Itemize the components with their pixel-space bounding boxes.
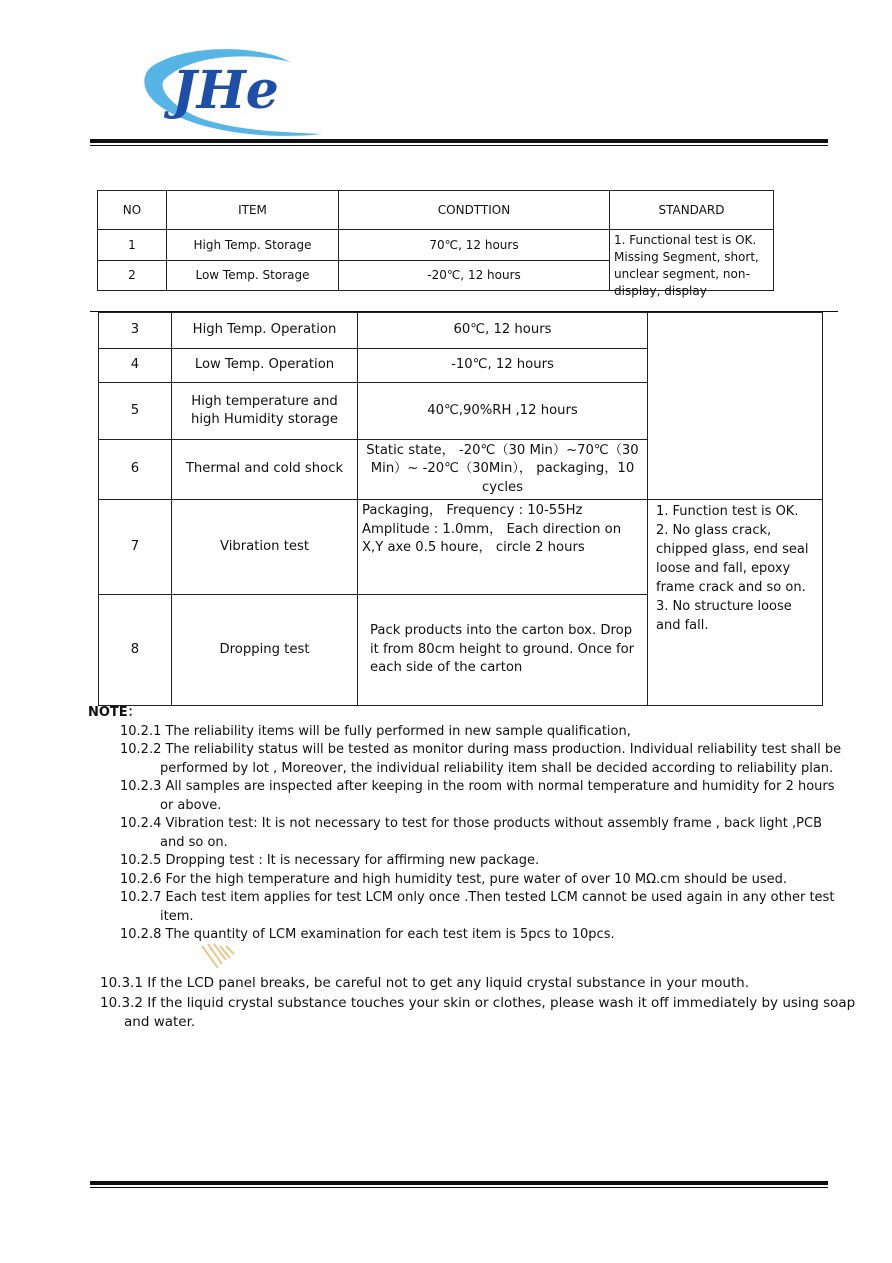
row-item: High temperature and high Humidity storage: [172, 383, 358, 440]
reliability-table-main: [98, 312, 823, 706]
row-no: 4: [99, 349, 172, 383]
notes-title: NOTE：: [88, 705, 141, 720]
note-item: 10.2.4 Vibration test: It is not necessary to test for those products without assembly frame , back light ,PCB and so on.: [120, 816, 822, 850]
standard-text: 1. Functional test is OK. Missing Segment, short, unclear segment, non-display, display: [614, 233, 759, 298]
row-condition: Pack products into the carton box. Drop it from 80cm height to ground. Once for each side of the carton: [358, 595, 648, 706]
standard-cell: [610, 230, 774, 298]
row-no: 6: [99, 440, 172, 500]
row-no: 5: [99, 383, 172, 440]
company-logo: [140, 40, 330, 140]
note-item: 10.2.6 For the high temperature and high humidity test, pure water of over 10 MΩ.cm should be used.: [120, 871, 788, 887]
row-item: Vibration test: [172, 500, 358, 595]
notes-section: [88, 704, 848, 945]
header-item: ITEM: [167, 191, 339, 230]
decorative-mark: [198, 942, 238, 970]
note-item: 10.2.8 The quantity of LCM examination for each test item is 5pcs to 10pcs.: [120, 927, 615, 942]
header-standard: STANDARD: [610, 191, 774, 230]
reliability-table-top: [97, 190, 774, 298]
cautions-section: [100, 974, 860, 1033]
header-no: NO: [98, 191, 167, 230]
table-row: [98, 230, 774, 261]
table-header-row: [98, 191, 774, 230]
caution-item: 10.3.2 If the liquid crystal substance touches your skin or clothes, please wash it off immediately by using soap and water.: [100, 994, 856, 1030]
header-rule-thin: [90, 145, 828, 146]
note-item: 10.2.1 The reliability items will be fully performed in new sample qualification,: [120, 723, 631, 739]
row-condition: 70℃, 12 hours: [339, 230, 610, 261]
row-item: Dropping test: [172, 595, 358, 706]
table-row: [99, 313, 823, 349]
footer-rule: [90, 1181, 828, 1185]
row-no: 8: [99, 595, 172, 706]
row-no: 7: [99, 500, 172, 595]
row-item: High Temp. Storage: [167, 230, 339, 261]
row-condition: Static state， -20℃（30 Min）~70℃（30 Min）~ -20℃（30Min）， packaging，10 cycles: [358, 440, 648, 500]
row-condition: 40℃,90%RH ,12 hours: [358, 383, 648, 440]
footer-rule-thin: [90, 1187, 828, 1188]
header-condition: CONDTTION: [339, 191, 610, 230]
header-rule: [90, 139, 828, 143]
note-item: 10.2.2 The reliability status will be tested as monitor during mass production. Individual reliability test shall be performed by lot , Moreover, the individual reliability item shall be decided according to reliability plan.: [120, 742, 842, 776]
row-item: High Temp. Operation: [172, 313, 358, 349]
row-condition: 60℃, 12 hours: [358, 313, 648, 349]
table-row: [99, 500, 823, 595]
note-item: 10.2.5 Dropping test : It is necessary for affirming new package.: [120, 853, 540, 868]
logo-text: JHe: [172, 60, 279, 121]
row-condition: -10℃, 12 hours: [358, 349, 648, 383]
caution-item: 10.3.1 If the LCD panel breaks, be careful not to get any liquid crystal substance in your mouth.: [100, 975, 750, 991]
row-item: Thermal and cold shock: [172, 440, 358, 500]
row-item: Low Temp. Storage: [167, 260, 339, 291]
row-item: Low Temp. Operation: [172, 349, 358, 383]
row-no: 2: [98, 260, 167, 291]
row-condition: -20℃, 12 hours: [339, 260, 610, 291]
row-no: 1: [98, 230, 167, 261]
note-item: 10.2.3 All samples are inspected after keeping in the room with normal temperature and humidity for 2 hours or above.: [120, 779, 835, 813]
row-no: 3: [99, 313, 172, 349]
row-condition: Packaging， Frequency : 10-55Hz Amplitude : 1.0mm， Each direction on X,Y axe 0.5 houre， circle 2 hours: [358, 500, 648, 595]
standard-blank-cell: [648, 313, 823, 500]
note-item: 10.2.7 Each test item applies for test LCM only once .Then tested LCM cannot be used again in any other test item.: [120, 890, 835, 924]
standard-cell: 1. Function test is OK. 2. No glass crack, chipped glass, end seal loose and fall, epoxy frame crack and so on. 3. No structure loose and fall.: [648, 500, 823, 706]
